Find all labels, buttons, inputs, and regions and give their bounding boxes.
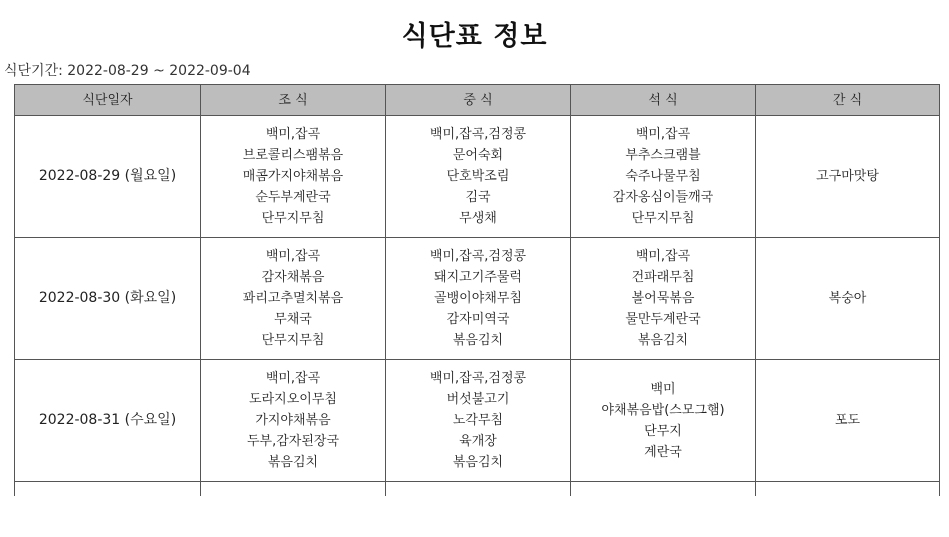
table-row: [15, 360, 940, 482]
dish-item: 복숭아: [828, 291, 867, 306]
breakfast-cell: [201, 238, 386, 360]
dish-item: 백미,잡곡,검정콩: [429, 249, 527, 264]
dish-item: 버섯불고기: [446, 392, 510, 407]
lunch-cell: [386, 238, 571, 360]
dish-item: 단무지무침: [631, 211, 695, 226]
dish-item: 꽈리고추멸치볶음: [242, 291, 344, 306]
empty-cell: [386, 482, 571, 496]
dish-item: 볶음김치: [452, 455, 504, 470]
dish-item: 육개장: [459, 434, 497, 449]
dish-item: 백미,잡곡,검정콩: [429, 371, 527, 386]
dish-item: 단호박조림: [446, 169, 510, 184]
dish-item: 김국: [465, 190, 491, 205]
dish-item: 계란국: [644, 444, 682, 460]
dish-item: 골뱅이야채무침: [434, 291, 522, 306]
dish-item: 단무지무침: [261, 333, 325, 348]
dish-item: 감자채볶음: [261, 270, 325, 285]
dish-item: 백미,잡곡: [265, 127, 321, 142]
dish-item: 단무지: [644, 423, 682, 439]
meal-table: [14, 84, 940, 496]
meal-period-label: 식단기간: 2022-08-29 ~ 2022-09-04: [4, 63, 251, 79]
dish-item: 백미,잡곡,검정콩: [429, 127, 527, 142]
header-dinner: 석 식: [571, 85, 756, 116]
header-breakfast: 조 식: [201, 85, 386, 116]
date-cell: 2022-08-29 (월요일): [15, 116, 201, 238]
dish-item: 노각무침: [452, 413, 504, 428]
dish-item: 숙주나물무침: [625, 169, 701, 184]
empty-cell: [15, 482, 201, 496]
header-date: 식단일자: [15, 85, 201, 116]
dish-item: 볶음김치: [267, 455, 319, 470]
meal-table-body: [15, 116, 940, 496]
dish-item: 포도: [834, 413, 861, 428]
snack-cell: [756, 238, 940, 360]
dish-item: 매콤가지야채볶음: [242, 169, 344, 184]
dish-item: 두부,감자된장국: [246, 434, 340, 449]
dish-item: 감자미역국: [446, 312, 510, 327]
snack-cell: [756, 360, 940, 482]
breakfast-cell: [201, 116, 386, 238]
header-snack: 간 식: [756, 85, 940, 116]
dish-item: 돼지고기주물럭: [434, 270, 522, 285]
dish-item: 백미,잡곡: [265, 371, 321, 386]
page-title: 식단표 정보: [401, 21, 548, 52]
dish-item: 가지야채볶음: [255, 413, 331, 428]
dish-item: 볼어묵볶음: [631, 291, 695, 306]
dish-item: 무채국: [274, 312, 312, 327]
dish-item: 순두부계란국: [255, 190, 331, 205]
dish-item: 무생채: [459, 211, 497, 226]
dish-item: 물만두계란국: [625, 312, 701, 327]
dish-item: 건파래무침: [631, 270, 695, 285]
empty-cell: [571, 482, 756, 496]
lunch-cell: [386, 360, 571, 482]
dish-item: 백미,잡곡: [265, 249, 321, 264]
lunch-cell: [386, 116, 571, 238]
snack-cell: [756, 116, 940, 238]
dish-item: 단무지무침: [261, 211, 325, 226]
dinner-cell: [571, 238, 756, 360]
dinner-cell: [571, 360, 756, 482]
dish-item: 감자옹심이들깨국: [612, 190, 714, 205]
dish-item: 도라지오이무침: [249, 392, 337, 407]
dish-item: 고구마맛탕: [816, 169, 879, 184]
dish-item: 볶음김치: [452, 333, 504, 348]
empty-cell: [756, 482, 940, 496]
dish-item: 문어숙회: [452, 148, 504, 163]
table-row: [15, 116, 940, 238]
dish-item: 백미,잡곡: [635, 127, 691, 142]
dish-item: 브로콜리스팸볶음: [242, 148, 344, 163]
table-row-partial: [15, 482, 940, 496]
dish-item: 부추스크램블: [625, 148, 701, 163]
dish-item: 볶음김치: [637, 333, 689, 348]
table-row: [15, 238, 940, 360]
breakfast-cell: [201, 360, 386, 482]
dinner-cell: [571, 116, 756, 238]
empty-cell: [201, 482, 386, 496]
date-cell: 2022-08-30 (화요일): [15, 238, 201, 360]
dish-item: 야채볶음밥(스모그햄): [601, 402, 725, 418]
dish-item: 백미: [650, 381, 676, 397]
header-lunch: 중 식: [386, 85, 571, 116]
dish-item: 백미,잡곡: [635, 249, 691, 264]
date-cell: 2022-08-31 (수요일): [15, 360, 201, 482]
table-header-row: [15, 85, 940, 116]
